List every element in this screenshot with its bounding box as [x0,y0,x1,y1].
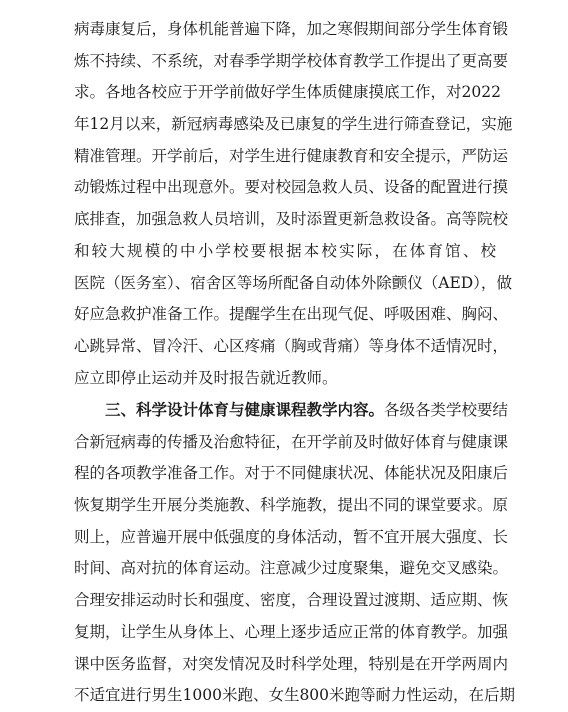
text-line: 合新冠病毒的传播及治愈特征，在开学前及时做好体育与健康课 [74,432,509,451]
first-line [74,395,509,427]
text-line: 复期，让学生从身体上、心理上逐步适应正常的体育教学。加强 [74,622,509,641]
text-line: 求。各地各校应于开学前做好学生体质健康摸底工作，对2022 [74,83,501,102]
section-heading: 三、科学设计体育与健康课程教学内容。 [105,401,385,419]
text-line: 应立即停止运动并及时报告就近教师。 [74,368,338,387]
paragraph-1 [74,14,513,394]
text-line: 时间、高对抗的体育运动。注意减少过度聚集，避免交叉感染。 [74,559,509,578]
text-line: 和较大规模的中小学校要根据本校实际，在体育馆、校 [74,241,496,260]
text-line: 合理安排运动时长和强度、密度，合理设置过渡期、适应期、恢 [74,591,509,610]
text-line: 恢复期学生开展分类施教、科学施教，提出不同的课堂要求。原 [74,496,509,515]
text-line: 则上，应普遍开展中低强度的身体活动，暂不宜开展大强度、长 [74,527,509,546]
paragraph-2 [74,395,516,712]
text-line: 好应急救护准备工作。提醒学生在出现气促、呼吸困难、胸闷、 [74,305,509,324]
text-line: 课中医务监督，对突发情况及时科学处理，特别是在开学两周内 [74,654,509,673]
text-line: 医院（医务室）、宿舍区等场所配备自动体外除颤仪（AED），做 [74,273,512,292]
text-line: 动锻炼过程中出现意外。要对校园急救人员、设备的配置进行摸 [74,178,509,197]
text-line: 不适宜进行男生1000米跑、女生800米跑等耐力性运动，在后期 [74,686,516,705]
text-line: 年12月以来，新冠病毒感染及已康复的学生进行筛查登记，实施 [74,115,513,134]
text-line: 程的各项教学准备工作。对于不同健康状况、体能状况及阳康后 [74,464,509,483]
text-line: 精准管理。开学前后，对学生进行健康教育和安全提示，严防运 [74,146,509,165]
text-line: 炼不持续、不系统，对春季学期学校体育教学工作提出了更高要 [74,51,509,70]
text-line: 病毒康复后，身体机能普遍下降，加之寒假期间部分学生体育锻 [74,20,509,38]
text-line: 心跳异常、冒冷汗、心区疼痛（胸或背痛）等身体不适情况时， [74,336,509,355]
text-line: 底排查，加强急救人员培训，及时添置更新急救设备。高等院校 [74,210,509,229]
first-line-text: 各级各类学校要结 [384,401,509,419]
